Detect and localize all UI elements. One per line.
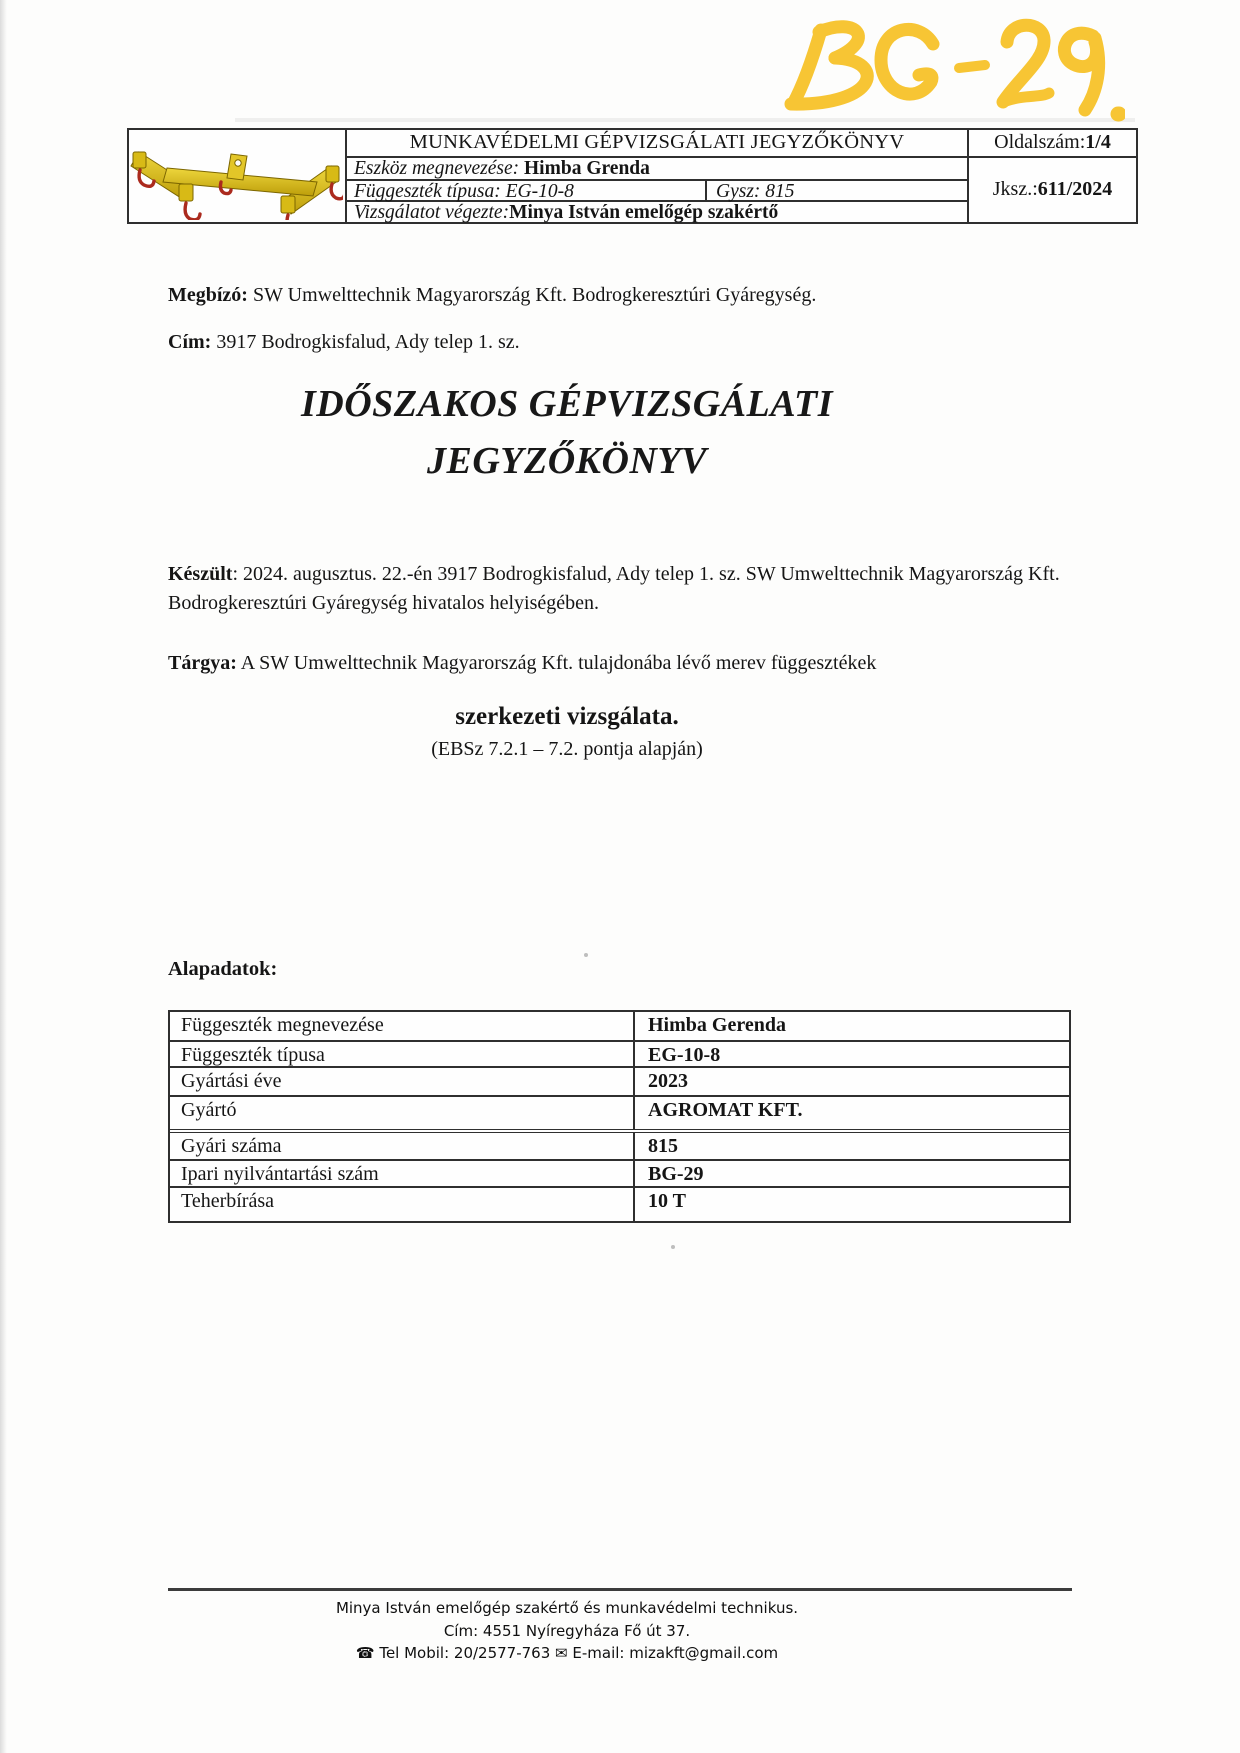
made-paragraph: [168, 560, 1090, 618]
row-value: BG-29: [648, 1163, 704, 1185]
row-value: Himba Gerenda: [648, 1014, 786, 1036]
subject-text: A SW Umwelttechnik Magyarország Kft. tulajdonába lévő merev függesztékek: [236, 652, 877, 674]
client-label: Megbízó:: [168, 284, 248, 306]
footer-email: E-mail: mizakft@gmail.com: [567, 1644, 779, 1662]
factory-number-label: Gysz:: [716, 181, 761, 202]
device-type-label: Függeszték típusa:: [354, 181, 501, 202]
device-type-cell: [347, 181, 707, 200]
row-label: Teherbírása: [170, 1188, 635, 1221]
factory-number-cell: [707, 181, 967, 200]
client-value: SW Umwelttechnik Magyarország Kft. Bodrogkeresztúri Gyáregység.: [247, 284, 817, 306]
row-label: Függeszték megnevezése: [170, 1012, 635, 1040]
phone-icon: ☎: [355, 1644, 375, 1662]
page-number-value: 1/4: [1085, 131, 1111, 153]
row-value: EG-10-8: [648, 1044, 721, 1066]
header-table: [127, 128, 1138, 224]
client-line: [168, 284, 816, 307]
row-label: Gyártási éve: [170, 1068, 635, 1095]
main-title-line2: JEGYZŐKÖNYV: [427, 440, 707, 482]
table-row: [170, 1012, 1069, 1040]
device-name-row: [347, 158, 967, 181]
row-label: Gyári száma: [170, 1133, 635, 1159]
scan-speck: [671, 1245, 675, 1249]
footer: [0, 1597, 1134, 1665]
header-main-cells: [347, 130, 967, 222]
equipment-photo-cell: [129, 130, 347, 222]
handwritten-marker-annotation-bg-29: [735, 14, 1125, 124]
row-label: Gyártó: [170, 1097, 635, 1129]
device-name-label: Eszköz megnevezése:: [354, 158, 520, 179]
made-label: Készült: [168, 563, 233, 585]
address-value: 3917 Bodrogkisfalud, Ady telep 1. sz.: [211, 331, 520, 353]
address-line: [168, 331, 520, 354]
inspector-row: [347, 202, 967, 222]
table-row: [170, 1066, 1069, 1095]
row-value: 815: [648, 1135, 678, 1157]
device-type-row: [347, 181, 967, 202]
envelope-icon: ✉: [555, 1644, 568, 1662]
footer-divider: [168, 1588, 1072, 1591]
row-value: AGROMAT KFT.: [648, 1099, 803, 1121]
footer-line2: Cím: 4551 Nyíregyháza Fő út 37.: [443, 1621, 691, 1640]
scan-speck: [584, 953, 588, 957]
spreader-beam-photo: [129, 130, 343, 220]
device-type-value: EG-10-8: [505, 181, 574, 202]
footer-phone: Tel Mobil: 20/2577-763: [374, 1644, 556, 1662]
case-number-cell: [969, 158, 1136, 220]
address-label: Cím:: [168, 331, 212, 353]
footer-line1: Minya István emelőgép szakértő és munkavédelmi technikus.: [335, 1599, 799, 1617]
table-row: [170, 1040, 1069, 1066]
subject-reference: (EBSz 7.2.1 – 7.2. pontja alapján): [431, 738, 703, 760]
subject-label: Tárgya:: [168, 652, 237, 674]
row-label: Ipari nyilvántartási szám: [170, 1161, 635, 1186]
row-value: 10 T: [648, 1190, 686, 1212]
inspector-label: Vizsgálatot végezte:: [354, 202, 510, 223]
table-row: [170, 1186, 1069, 1221]
main-title-line1: IDŐSZAKOS GÉPVIZSGÁLATI: [300, 383, 833, 425]
made-text: : 2024. augusztus. 22.-én 3917 Bodrogkisfalud, Ady telep 1. sz. SW Umwelttechnik Magyarország Kft. Bodrogkeresztúri Gyáregység hivatalos helyiségében.: [168, 563, 1060, 614]
report-title: MUNKAVÉDELMI GÉPVIZSGÁLATI JEGYZŐKÖNYV: [347, 130, 967, 158]
page-number-cell: [969, 130, 1136, 158]
inspector-value: Minya István emelőgép szakértő: [509, 202, 779, 223]
table-row: [170, 1129, 1069, 1159]
device-name-value: Himba Grenda: [524, 158, 650, 179]
page-number-label: Oldalszám:: [994, 131, 1086, 153]
table-row: [170, 1159, 1069, 1186]
header-right-cells: [967, 130, 1136, 222]
footer-line3: [0, 1642, 1134, 1665]
table-row: [170, 1095, 1069, 1129]
basic-data-heading: Alapadatok:: [168, 958, 278, 980]
case-number-value: 611/2024: [1037, 177, 1113, 200]
row-value: 2023: [648, 1070, 688, 1092]
scan-left-edge-shadow: [0, 0, 7, 1753]
document-main-title: [0, 376, 1134, 490]
subject-emphasis: szerkezeti vizsgálata.: [455, 703, 679, 730]
subject-line: [168, 652, 876, 675]
factory-number-value: 815: [765, 181, 795, 202]
case-number-label: Jksz.:: [992, 177, 1038, 200]
row-label: Függeszték típusa: [170, 1042, 635, 1066]
basic-data-table: [168, 1010, 1071, 1223]
